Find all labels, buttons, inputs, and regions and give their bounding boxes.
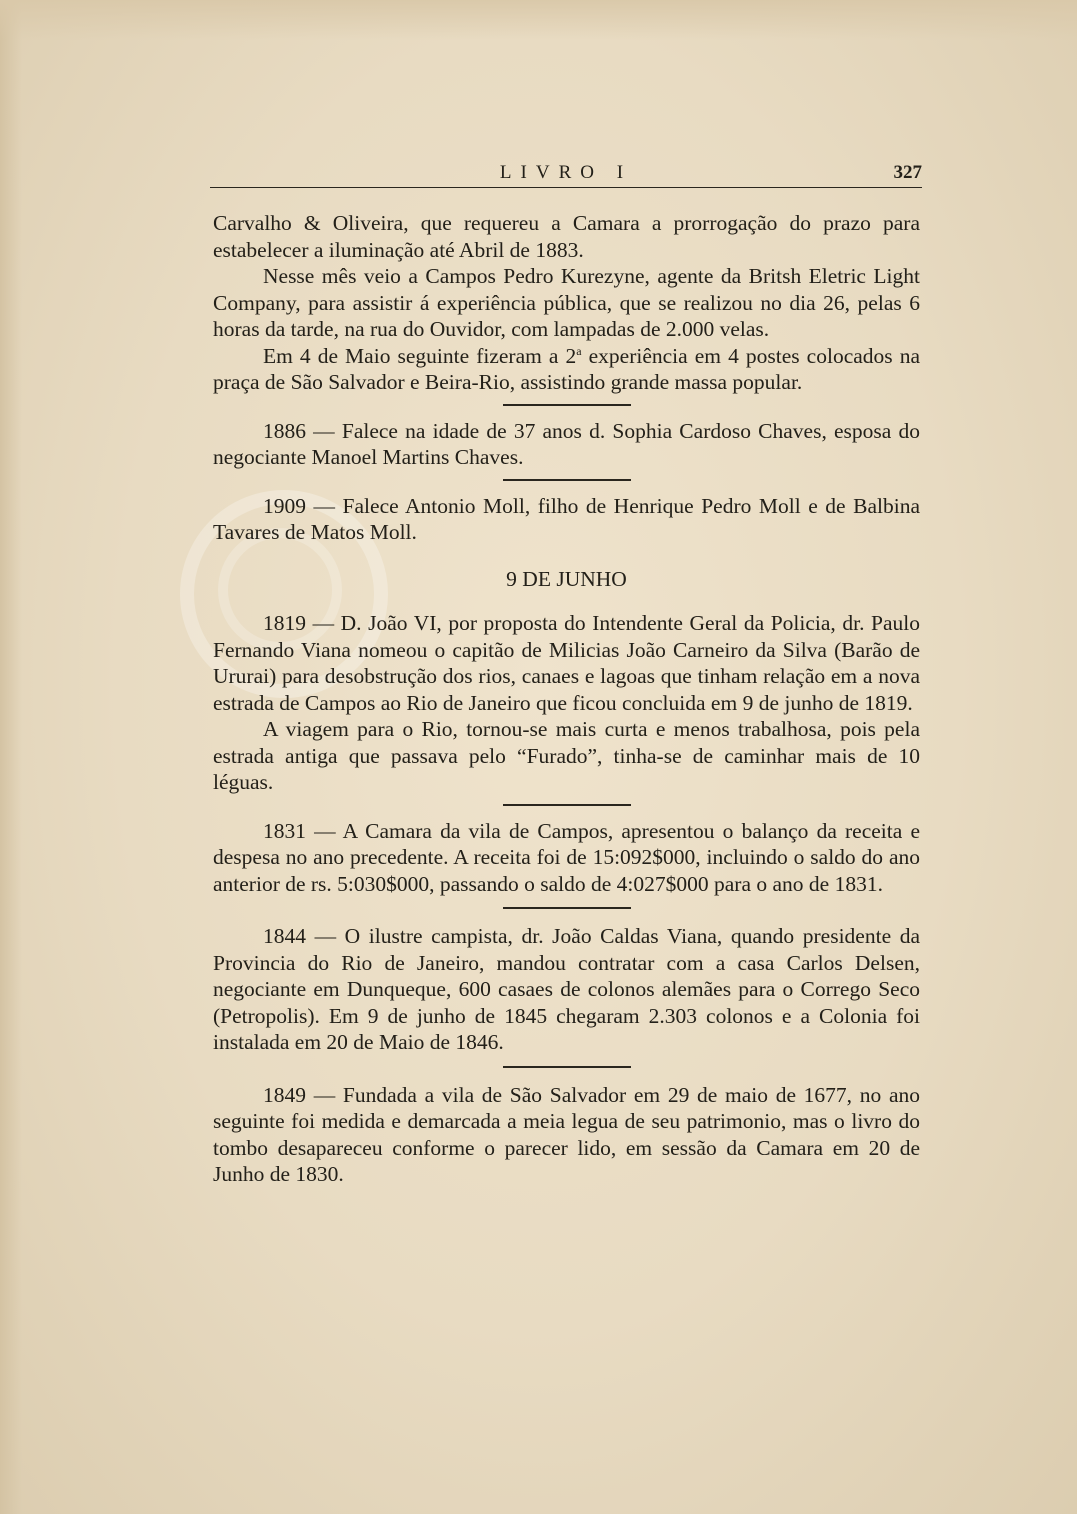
running-title: LIVRO I (499, 162, 633, 183)
paragraph-kurezyne: Nesse mês veio a Campos Pedro Kurezyne, agente da Britsh Eletric Light Company, para assistir á experiência pública, que se realizou no dia 26, pelas 6 horas da tarde, na rua do Ouvidor, com lampadas de 2.000 velas. (213, 264, 920, 341)
entry-1849: 1849 — Fundada a vila de São Salvador em 29 de maio de 1677, no ano seguinte foi medida e demarcada a meia legua de seu patrimonio, mas o livro do tombo desapareceu conforme o parecer lido, em sessão da Camara em 20 de Junho de 1830. (213, 1082, 920, 1186)
entry-1831: 1831 — A Camara da vila de Campos, apresentou o balanço da receita e despesa no ano precedente. A receita foi de 15:092$000, incluindo o saldo do ano anterior de rs. 5:030$000, passando o saldo de 4:027$000 para o ano de 1831. (213, 818, 920, 896)
ordinal-superscript: a (576, 343, 582, 358)
header-rule (210, 187, 922, 188)
page-header (210, 160, 922, 190)
paragraph-second-experiment (213, 343, 920, 396)
paragraph-carvalho: Carvalho & Oliveira, que requereu a Camara a prorrogação do prazo para estabelecer a iluminação até Abril de 1883. (213, 211, 920, 262)
second-experiment-text-a: Em 4 de Maio seguinte fizeram a 2 (263, 343, 577, 368)
separator-rule (503, 907, 631, 909)
page-edge-shadow-left (0, 0, 22, 1514)
separator-rule (503, 804, 631, 806)
entry-1819: 1819 — D. João VI, por proposta do Intendente Geral da Policia, dr. Paulo Fernando Viana nomeou o capitão de Milicias João Carneiro da Silva (Barão de Ururai) para desobstrução dos rios, canaes e lagoas que tinham relação em a nova estrada de Campos ao Rio de Janeiro que ficou concluida em 9 de junho de 1819. (213, 611, 920, 715)
page-number: 327 (893, 162, 922, 183)
separator-rule (503, 479, 631, 481)
second-experiment-text-b: experiência em 4 postes colocados na praça de São Salvador e Beira-Rio, assistindo grande massa popular. (213, 343, 920, 394)
entry-1844: 1844 — O ilustre campista, dr. João Caldas Viana, quando presidente da Provincia do Rio de Janeiro, mandou contratar com a casa Carlos Delsen, negociante em Dunqueque, 600 casaes de colonos alemães para o Corrego Seco (Petropolis). Em 9 de junho de 1845 chegaram 2.303 colonos e a Colonia foi instalada em 20 de Maio de 1846. (213, 924, 920, 1054)
separator-rule (503, 1066, 631, 1068)
entry-1909: 1909 — Falece Antonio Moll, filho de Henrique Pedro Moll e de Balbina Tavares de Matos Moll. (213, 493, 920, 544)
separator-rule (503, 404, 631, 406)
entry-1886: 1886 — Falece na idade de 37 anos d. Sophia Cardoso Chaves, esposa do negociante Manoel Martins Chaves. (213, 418, 920, 469)
page-body (213, 210, 920, 1188)
page-edge-shadow-top (0, 0, 1077, 40)
section-heading-date: 9 DE JUNHO (506, 566, 627, 591)
entry-1819-continuation: A viagem para o Rio, tornou-se mais curta e menos trabalhosa, pois pela estrada antiga que passava pelo “Furado”, tinha-se de caminhar mais de 10 léguas. (213, 717, 920, 794)
